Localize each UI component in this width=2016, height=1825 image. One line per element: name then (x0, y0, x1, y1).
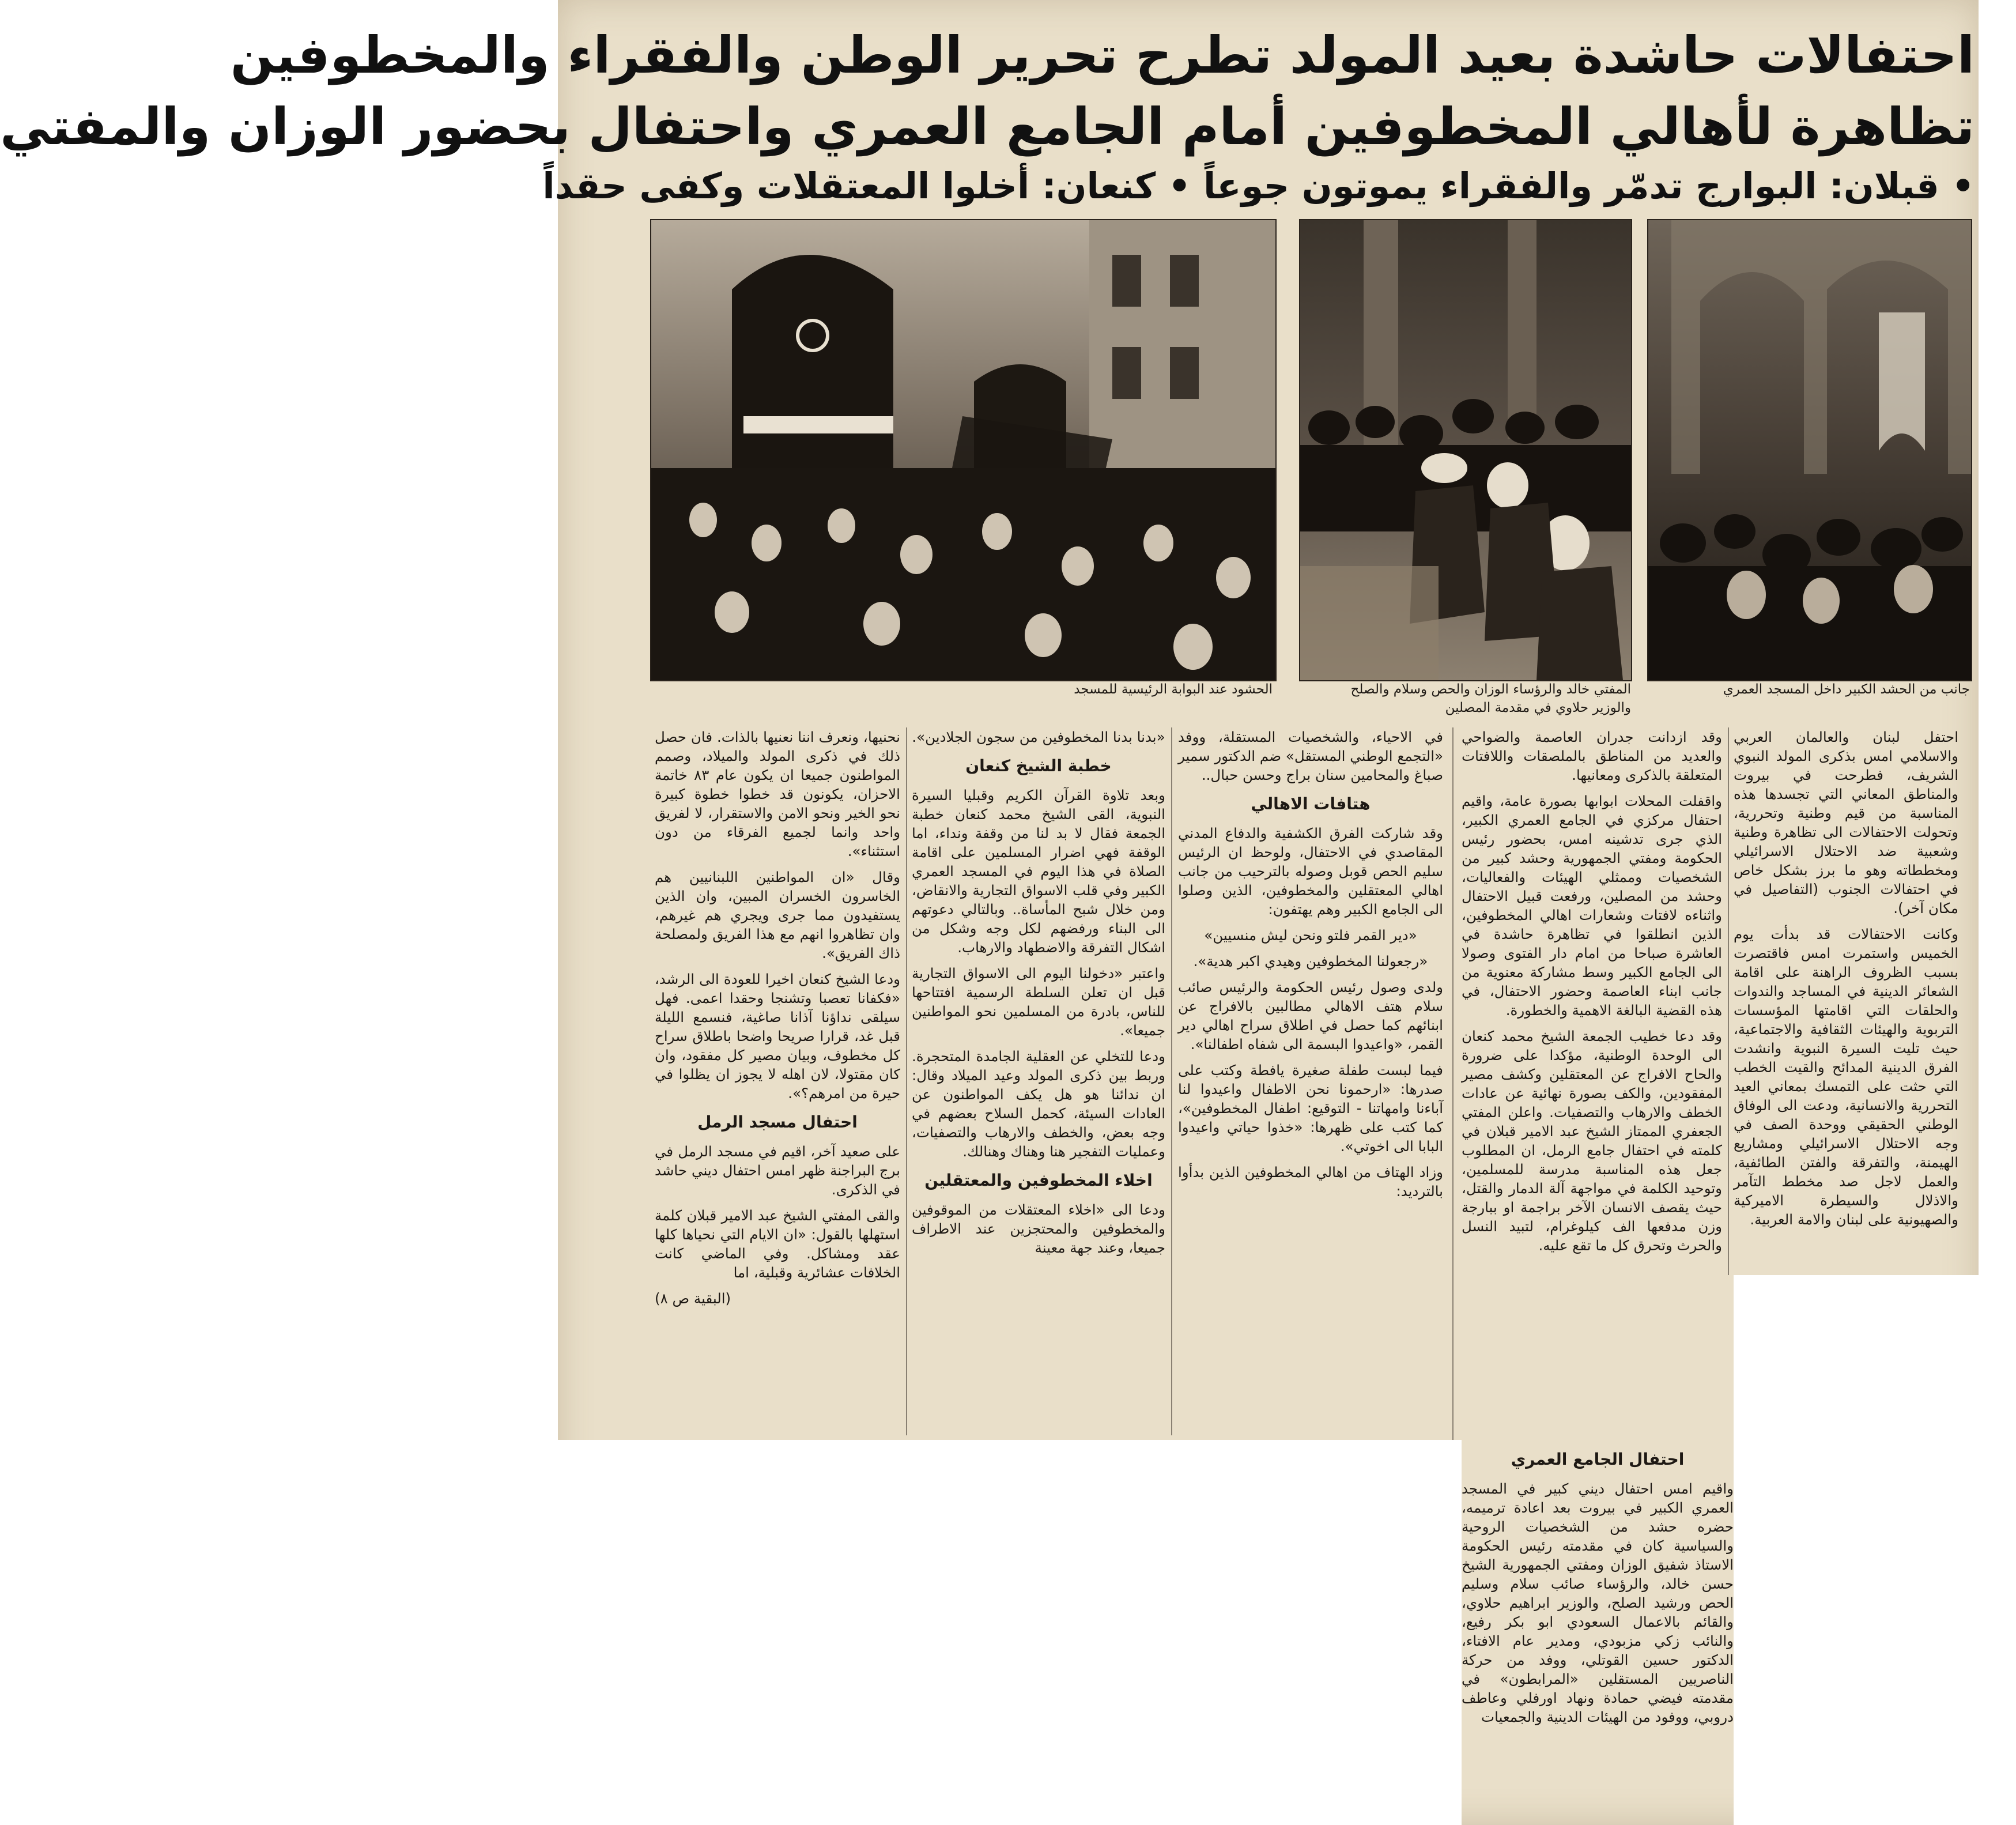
section-heading: خطبة الشيخ كنعان (965, 756, 1112, 775)
article-column-2 (1462, 727, 1722, 1435)
paragraph: ودعا للتخلي عن العقلية الجامدة المتحجرة. وربط بين ذكرى المولد وعيد الميلاد وقال: ان ندائنا هو هل يكف المواطنون عن العادات السيئة، كحمل السلاح بعضهم في وجه بعض، والخطف والارهاب والتصفيات، وعمليات التفجير هنا وهناك وهنالك. (912, 1048, 1165, 1160)
paragraph: وقد دعا خطيب الجمعة الشيخ محمد كنعان الى الوحدة الوطنية، مؤكدا على ضرورة والحاح الافراج عن المعتقلين وكشف مصير المفقودين، والكف بصورة نهائية عن عادات الخطف والارهاب والتصفيات. واعلن المفتي الجعفري الممتاز الشيخ عبد الامير قبلان في كلمته في احتفال جامع الرمل، ان المطلوب جعل هذه المناسبة مدرسة للمسلمين، وتوحيد الكلمة في مواجهة آلة الدمار والقتل، حيث يقصف الانسان الآخر براجمة او ببارجة وزن مدفعها الف كيلوغرام، لتبيد النسل والحرث وتحرق كل ما تقع عليه. (1462, 1028, 1722, 1254)
chant: «بدنا بدنا المخطوفين من سجون الجلادين». (912, 729, 1165, 745)
photo-crowd-at-main-gate (650, 219, 1277, 681)
article-column-5 (655, 727, 900, 1435)
paragraph: احتفل لبنان والعالمان العربي والاسلامي امس بذكرى المولد النبوي الشريف، فطرحت في بيروت والمناطق المعاني التي تجسدها هذه المناسبة من قيم وطنية وتحررية، وتحولت الاحتفالات الى تظاهرة وطنية وشعبية ضد الاحتلال الاسرائيلي ومخططاته وهو ما برز بشكل خاص في احتفالات الجنوب (التفاصيل في مكان آخر). (1734, 729, 1958, 917)
paragraph: وقد شاركت الفرق الكشفية والدفاع المدني المقاصدي في الاحتفال، ولوحظ ان الرئيس سليم الحص قوبل وصوله بالترحيب من جانب اهالي المعتقلين والمخطوفين، الذين وصلوا الى الجامع الكبير وهم يهتفون: (1178, 825, 1443, 918)
paragraph: واقيم امس احتفال ديني كبير في المسجد العمري الكبير في بيروت بعد اعادة ترميمه، حضره حشد من الشخصيات الروحية والسياسية كان في مقدمته رئيس الحكومة الاستاذ شفيق الوزان ومفتي الجمهورية الشيخ حسن خالد، والرؤساء صائب سلام وسليم الحص ورشيد الصلح، والوزير ابراهيم حلاوي، والقائم بالاعمال السعودي ابو بكر رفيع، والنائب زكي مزبودي، ومدير عام الافتاء، الدكتور حسين القوتلي، ووفد من حركة الناصريين المستقلين «المرابطون» في مقدمته فيضي حمادة ونهاد اورفلي وعاطف دروبي، ووفود من الهيئات الدينية والجمعيات (1462, 1480, 1734, 1725)
main-headline: احتفالات حاشدة بعيد المولد تطرح تحرير الوطن والفقراء والمخطوفين (230, 25, 1975, 85)
chant: «رجعولنا المخطوفين وهيدي اكبر هدية». (1193, 953, 1428, 970)
paragraph: في الاحياء، والشخصيات المستقلة، ووفد «التجمع الوطني المستقل» ضم الدكتور سمير صباغ والمحامين سنان براج وحسن حبال.. (1178, 729, 1443, 783)
photo1-caption: جانب من الحشد الكبير داخل المسجد العمري (1723, 682, 1970, 697)
photo-mosque-interior-crowd (1647, 219, 1972, 681)
paragraph: ولدى وصول رئيس الحكومة والرئيس صائب سلام هتف الاهالي مطالبين بالافراج عن ابنائهم كما حصل في اطلاق سراح اهالي دير القمر، «واعيدوا البسمة الى شفاه اطفالنا». (1178, 979, 1443, 1053)
article-column-3 (1178, 727, 1443, 1435)
column-rule (1728, 727, 1729, 1275)
column-rule (906, 727, 907, 1435)
second-headline: تظاهرة لأهالي المخطوفين أمام الجامع العمري واحتفال بحضور الوزان والمفتي (0, 97, 1975, 156)
paragraph: فيما لبست طفلة صغيرة يافطة وكتب على صدرها: «ارحمونا نحن الاطفال واعيدوا لنا آباءنا وامهاتنا - التوقيع: اطفال المخطوفين»، كما كتب على ظهرها: «خذوا حياتي واعيدوا البابا الى اخوتي». (1178, 1062, 1443, 1155)
paragraph: والقى المفتي الشيخ عبد الامير قبلان كلمة استهلها بالقول: «ان الايام التي نحياها كلها عقد ومشاكل. وفي الماضي كانت الخلافات عشائرية وقبلية، اما (655, 1207, 900, 1281)
article-column-1 (1734, 727, 1958, 1275)
continued-note: (البقية ص ٨) (655, 1290, 731, 1307)
section-heading: اخلاء المخطوفين والمعتقلين (924, 1171, 1153, 1190)
paragraph: وبعد تلاوة القرآن الكريم وقبليا السيرة النبوية، القى الشيخ محمد كنعان خطبة الجمعة فقال لا بد لنا من وقفة ونداء، اما الوقفة فهي اضرار المسلمين على اقامة الصلاة في هذا اليوم في المسجد العمري الكبير وفي قلب الاسواق التجارية والانقاض، ومن خلال شبح المأساة.. وبالتالي دعوتهم الى البناء ورفضهم لكل وجه وشكل من اشكال التفرقة والاضطهاد والارهاب. (912, 787, 1165, 956)
paragraph: نحنيها، ونعرف اننا نعنيها بالذات. فان حصل ذلك في ذكرى المولد والميلاد، وصمم المواطنون جميعا ان يكون عام ٨٣ خاتمة الاحزان، يكونون قد خطوا خطوة كبيرة نحو الخير ونحو الامن والاستقرار، لا لفريق واحد وانما لجميع الفرقاء من دون استثناء». (655, 729, 900, 859)
paragraph: على صعيد آخر، اقيم في مسجد الرمل في برج البراجنة ظهر امس احتفال ديني حاشد في الذكرى. (655, 1143, 900, 1198)
photo2-caption-line2: والوزير حلاوي في مقدمة المصلين (1445, 700, 1631, 715)
paragraph: ودعا الى «اخلاء المعتقلات من الموقوفين والمخطوفين والمحتجزين عند الاطراف جميعا، وعند جهة معينة (912, 1201, 1165, 1256)
section-heading: هتافات الاهالي (1251, 794, 1371, 813)
chant: «دير القمر فلتو ونحن ليش منسيين» (1204, 927, 1417, 944)
paragraph: وزاد الهتاف من اهالي المخطوفين الذين بدأوا بالترديد: (1178, 1164, 1443, 1200)
blank-area (1734, 1275, 2016, 1825)
paragraph: وقد ازدانت جدران العاصمة والضواحي والعديد من المناطق بالملصقات واللافتات المتعلقة بالذكرى ومعانيها. (1462, 729, 1722, 783)
photo-dignitaries-seated (1299, 219, 1632, 681)
article-column-4 (912, 727, 1165, 1435)
blank-area (558, 1440, 1462, 1825)
section-heading: احتفال الجامع العمري (1511, 1450, 1685, 1469)
third-headline: • قبلان: البوارج تدمّر والفقراء يموتون جوعاً • كنعان: أخلوا المعتقلات وكفى حقداً (542, 165, 1975, 207)
paragraph: واعتبر «دخولنا اليوم الى الاسواق التجارية قبل ان تعلن السلطة الرسمية افتتاحها للناس، بادرة من المسلمين نحو المواطنين جميعا». (912, 965, 1165, 1039)
photo2-caption-line1: المفتي خالد والرؤساء الوزان والحص وسلام والصلح (1350, 682, 1631, 697)
paragraph: واقفلت المحلات ابوابها بصورة عامة، واقيم احتفال مركزي في الجامع العمري الكبير، الذي جرى تدشينه امس، بحضور رئيس الحكومة ومفتي الجمهورية وحشد كبير من الشخصيات وممثلي الهيئات والفعاليات، وحشد من المصلين، ورفعت قبيل الاحتفال واثناءه لافتات وشعارات اهالي المخطوفين، الذين انطلقوا في تظاهرة حاشدة في العاشرة صباحا من امام دار الفتوى وصولا الى الجامع الكبير وسط مشاركة معنوية من جانب ابناء العاصمة وحضور الاحتفال، في هذه القضية البالغة الاهمية والخطورة. (1462, 793, 1722, 1019)
column-rule (1171, 727, 1172, 1435)
paragraph: وكانت الاحتفالات قد بدأت يوم الخميس واستمرت امس فاقتصرت بسبب الظروف الراهنة على اقامة الشعائر الدينية في المساجد والندوات والحلقات التي اقامتها المؤسسات التربوية والهيئات الثقافية والاجتماعية، حيث تليت السيرة النبوية وانشدت الفرق الدينية المدائح والقيت الخطب التي حثت على التمسك بمعاني العيد التحررية والانسانية، ودعت الى الوفاق الوطني الحقيقي ووحدة الصف في وجه الاحتلال الاسرائيلي ومشاريع الهيمنة، والتفرقة والفتن الطائفية، والعمل لاجل صد مخطط التآمر والاذلال والسيطرة الاميركية والصهيونية على لبنان والامة العربية. (1734, 926, 1958, 1228)
article-column-2-continued (1462, 1440, 1734, 1820)
section-heading: احتفال مسجد الرمل (697, 1113, 858, 1132)
paragraph: ودعا الشيخ كنعان اخيرا للعودة الى الرشد، «فكفانا تعصبا وتشنجا وحقدا اعمى. فهل سيلقى نداؤنا آذانا صاغية، فنسمع الليلة قبل غد، قرارا صريحا واضحا باطلاق سراح كل مخطوف، وبيان مصير كل مفقود، وان كان مقتولا، لان اهله لا يجوز ان يظلوا في حيرة من امرهم؟». (655, 971, 900, 1102)
photo3-caption: الحشود عند البوابة الرئيسية للمسجد (1074, 682, 1273, 697)
paragraph: وقال «ان المواطنين اللبنانيين هم الخاسرون الخسران المبين، وان الذين يستفيدون مما جرى ويجري هم غيرهم، وان تظاهروا انهم مع هذا الفريق ولمصلحة ذاك الفريق». (655, 869, 900, 961)
